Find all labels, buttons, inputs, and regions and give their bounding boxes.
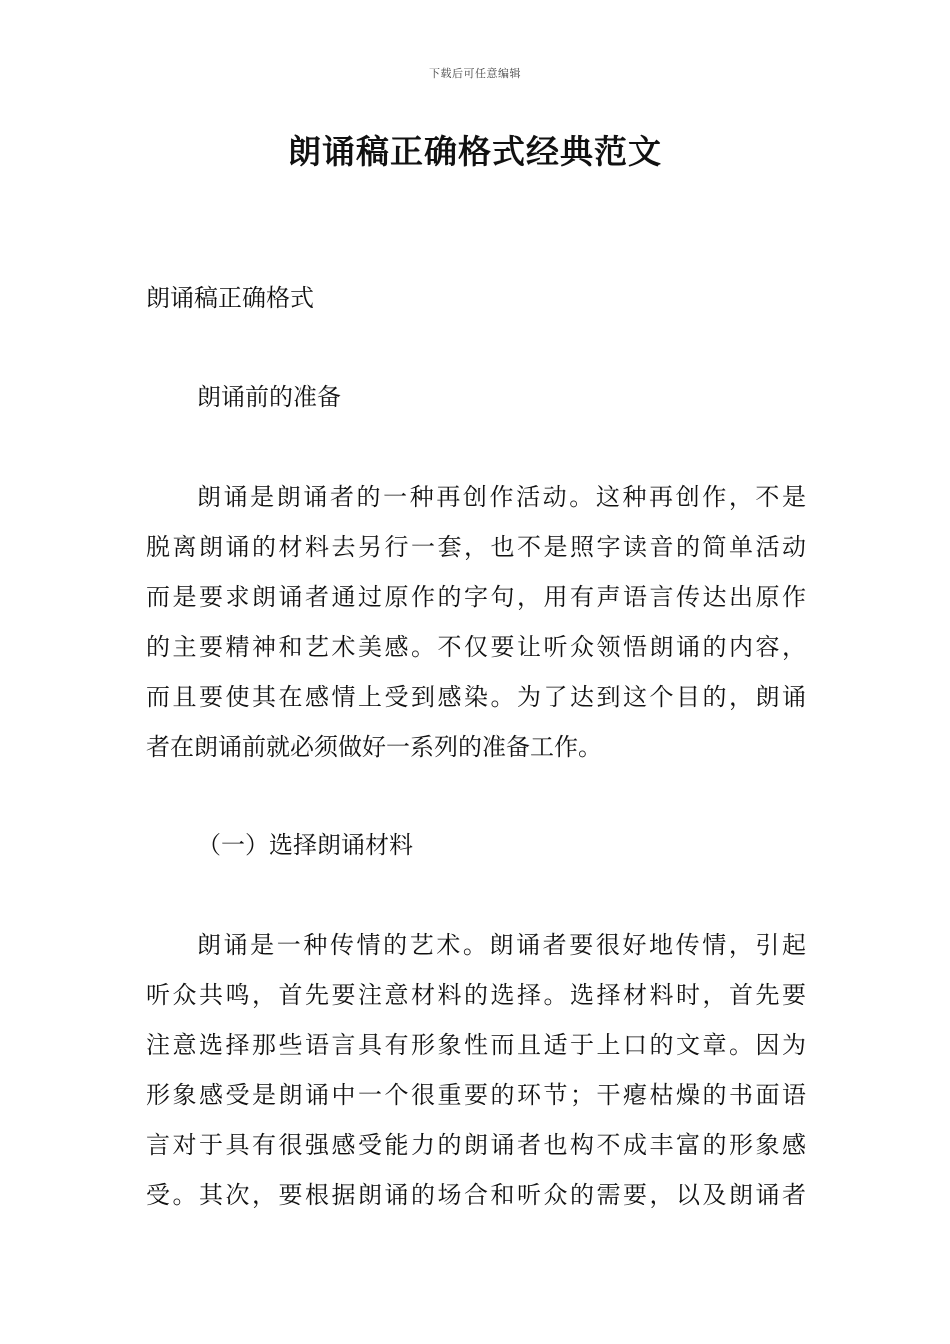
paragraph-line: 听众共鸣，首先要注意材料的选择。选择材料时，首先要 [146,981,806,1009]
paragraph-line: 者在朗诵前就必须做好一系列的准备工作。 [146,733,602,761]
paragraph-choose-material [146,920,806,1220]
section-heading-main: 朗诵稿正确格式 [146,284,314,312]
paragraph-line: 朗诵是一种传情的艺术。朗诵者要很好地传情，引起 [197,931,806,959]
section-heading-preparation: 朗诵前的准备 [197,383,341,411]
header-note: 下载后可任意编辑 [429,67,521,80]
paragraph-line: 朗诵是朗诵者的一种再创作活动。这种再创作，不是 [197,483,806,511]
document-title: 朗诵稿正确格式经典范文 [288,132,662,171]
paragraph-line: 受。其次，要根据朗诵的场合和听众的需要，以及朗诵者 [146,1181,806,1209]
paragraph-line: 的主要精神和艺术美感。不仅要让听众领悟朗诵的内容， [146,633,806,661]
section-heading-choose-material: （一）选择朗诵材料 [197,831,413,859]
paragraph-line: 脱离朗诵的材料去另行一套，也不是照字读音的简单活动 [146,533,806,561]
paragraph-recitation-intro [146,472,806,772]
paragraph-line: 而是要求朗诵者通过原作的字句，用有声语言传达出原作 [146,583,806,611]
paragraph-line: 形象感受是朗诵中一个很重要的环节；干瘪枯燥的书面语 [146,1081,806,1109]
paragraph-line: 注意选择那些语言具有形象性而且适于上口的文章。因为 [146,1031,806,1059]
paragraph-line: 言对于具有很强感受能力的朗诵者也构不成丰富的形象感 [146,1131,806,1159]
paragraph-line: 而且要使其在感情上受到感染。为了达到这个目的，朗诵 [146,683,806,711]
